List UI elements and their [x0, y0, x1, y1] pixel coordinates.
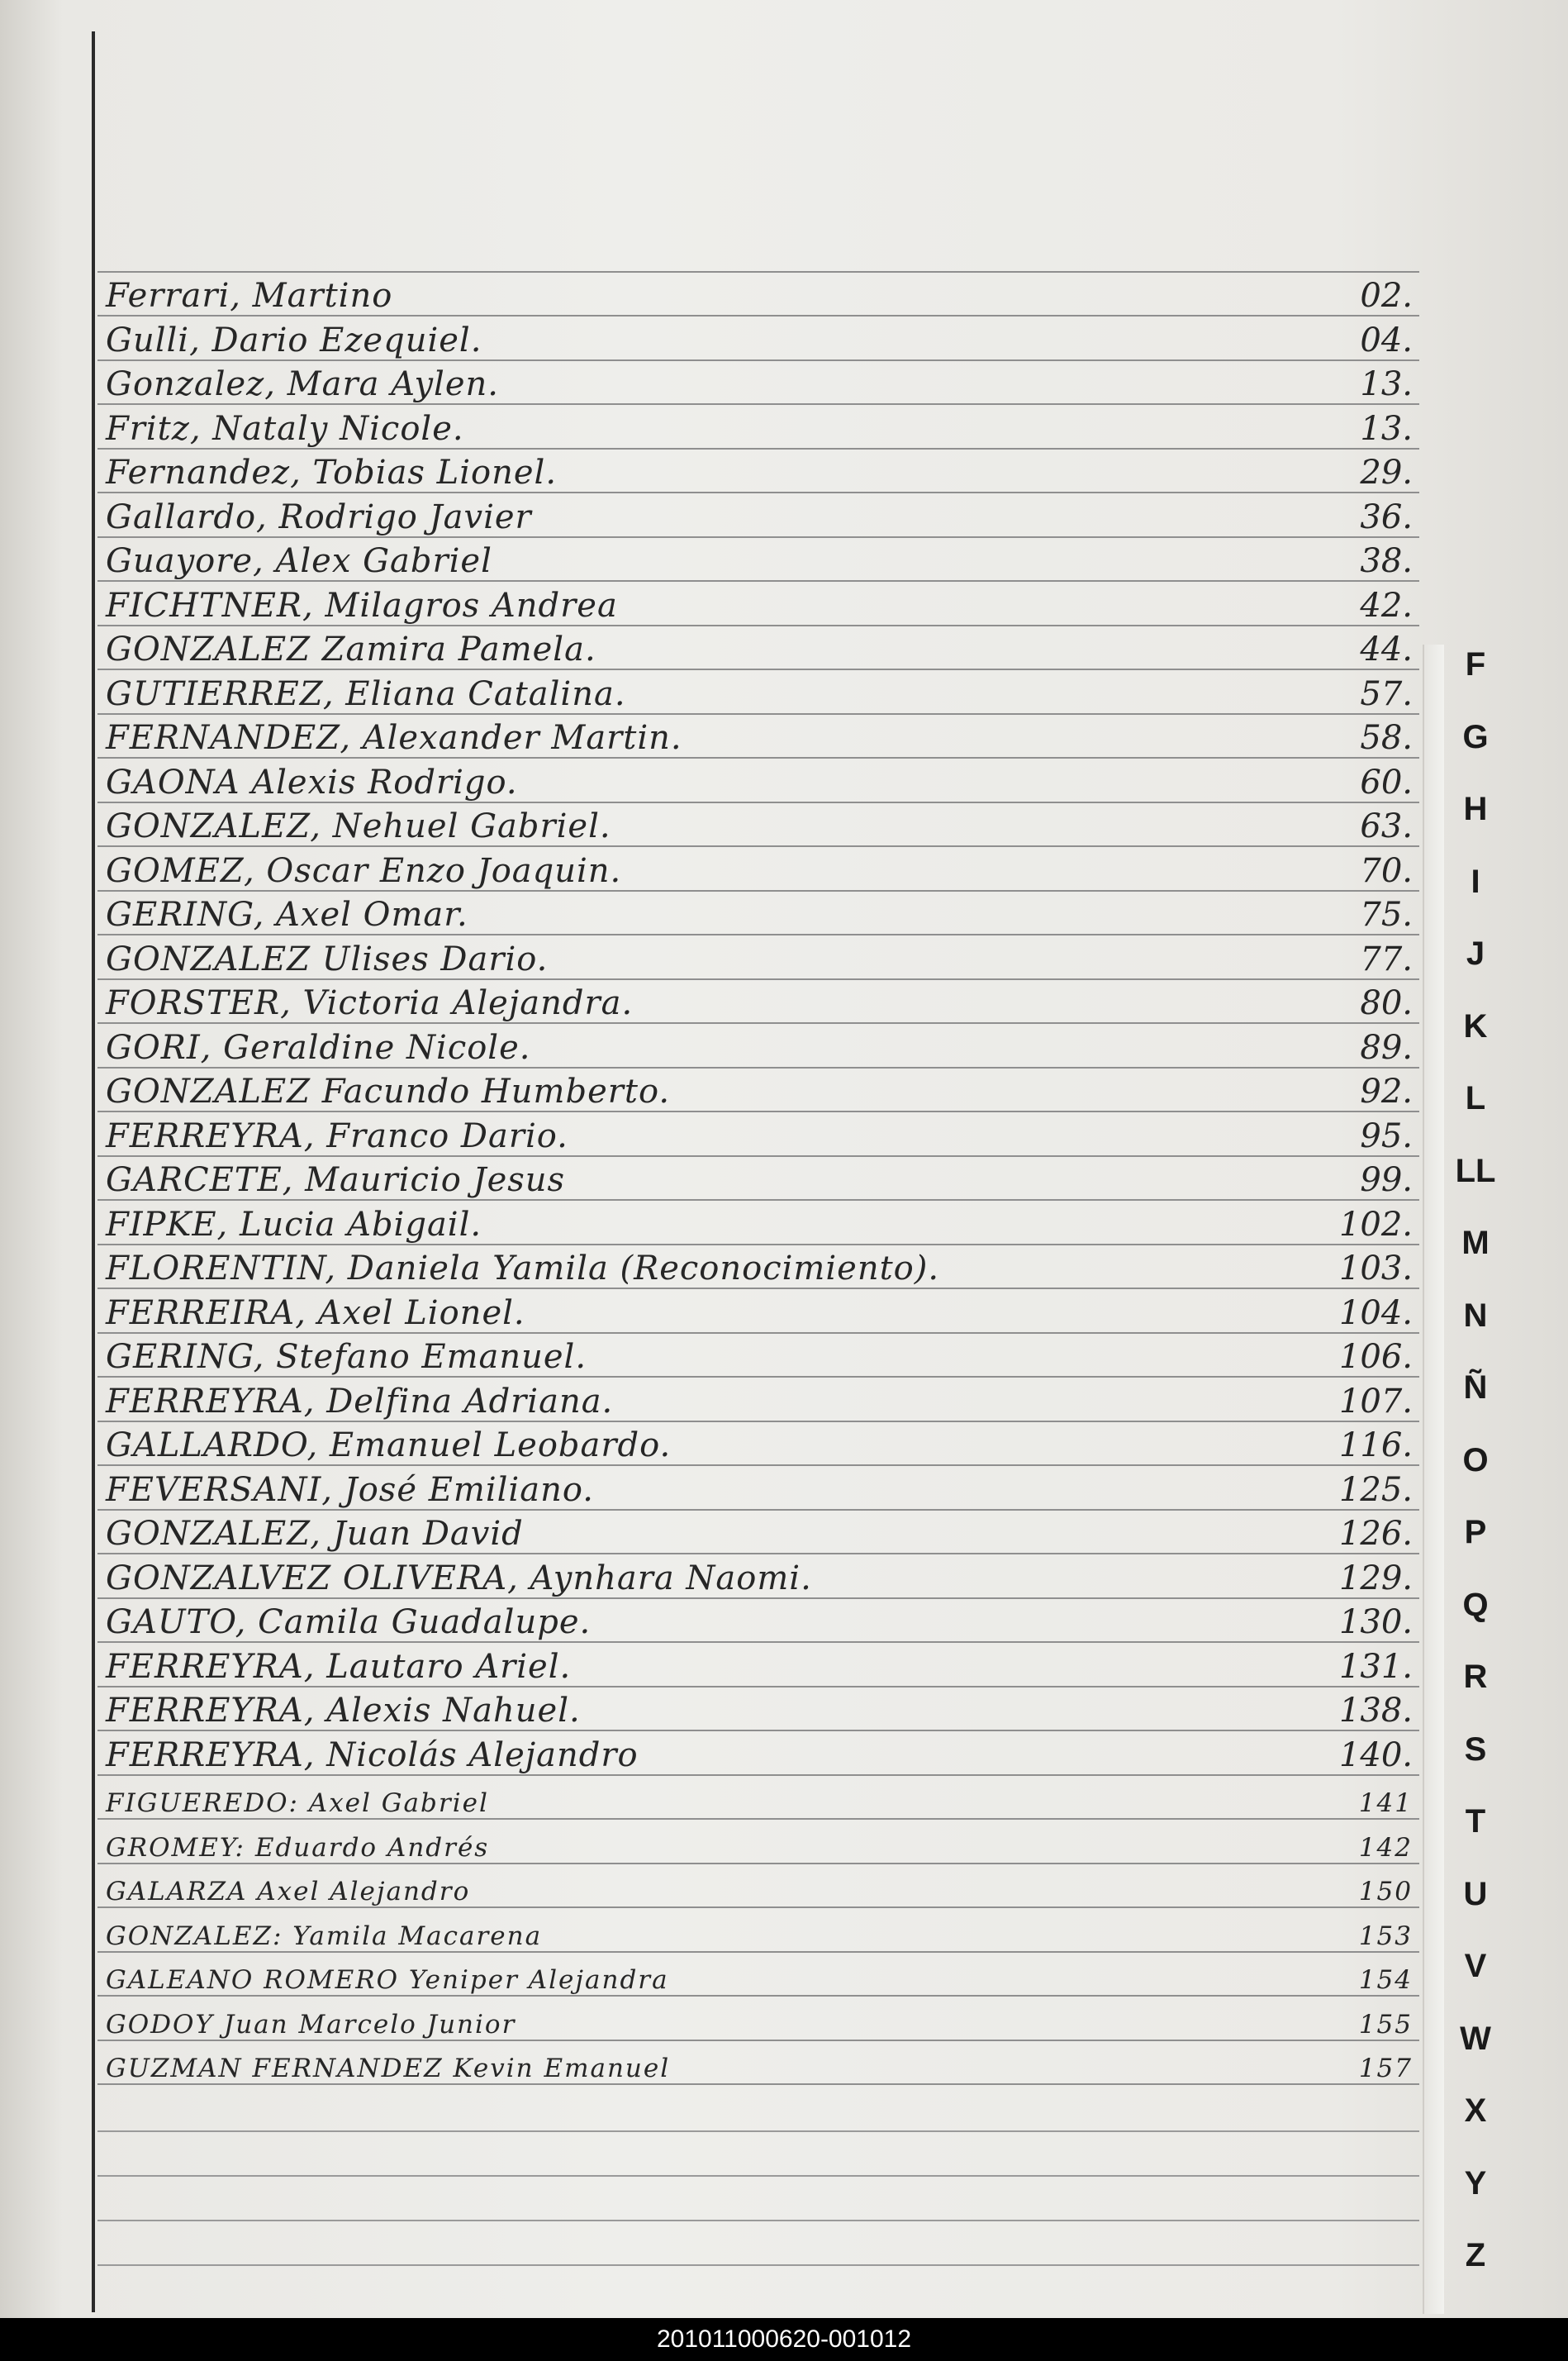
entry-page-number: 13. — [1360, 365, 1413, 403]
entry-page-number: 107. — [1338, 1382, 1413, 1421]
entry-name: FERREYRA, Nicolás Alejandro — [106, 1735, 639, 1774]
entry-page-number: 29. — [1360, 454, 1413, 492]
entry-page-number: 63. — [1360, 807, 1413, 845]
ledger-entry — [97, 626, 1419, 670]
ledger-entry — [97, 759, 1419, 803]
index-tab-letter[interactable]: G — [1462, 718, 1489, 755]
entry-name: GERING, Stefano Emanuel. — [106, 1338, 587, 1376]
index-tab-letter[interactable]: R — [1463, 1659, 1488, 1695]
ledger-entry — [97, 1644, 1419, 1687]
entry-name: FEVERSANI, José Emiliano. — [106, 1470, 594, 1509]
ledger-entry — [97, 1997, 1419, 2041]
ledger-entry — [97, 1113, 1419, 1157]
entry-name: GALEANO ROMERO Yeniper Alejandra — [106, 1965, 669, 1995]
ledger-entry — [97, 1378, 1419, 1422]
entry-name: Gallardo, Rodrigo Javier — [106, 497, 532, 536]
index-tab-strip — [1423, 645, 1444, 2314]
rule-line — [97, 2083, 1419, 2085]
entry-name: GONZALEZ Facundo Humberto. — [106, 1073, 671, 1111]
entry-page-number: 38. — [1360, 542, 1413, 580]
ledger-entry — [97, 1202, 1419, 1245]
entry-page-number: 150 — [1358, 1877, 1413, 1906]
entry-page-number: 04. — [1360, 321, 1413, 359]
ledger-entry — [97, 1422, 1419, 1466]
index-tab-letter[interactable]: H — [1463, 791, 1488, 827]
index-tab-letter[interactable]: S — [1464, 1730, 1487, 1768]
index-tab-letter[interactable]: I — [1471, 863, 1480, 900]
entry-page-number: 102. — [1338, 1205, 1413, 1244]
index-tab-letter[interactable]: M — [1461, 1225, 1490, 1261]
entry-name: Guayore, Alex Gabriel — [106, 542, 492, 580]
ledger-entry — [97, 2041, 1419, 2085]
ledger-entry — [97, 892, 1419, 935]
entry-page-number: 129. — [1338, 1559, 1413, 1597]
entry-page-number: 103. — [1338, 1250, 1413, 1288]
entry-name: FERREIRA, Axel Lionel. — [106, 1293, 525, 1332]
entry-name: FERREYRA, Delfina Adriana. — [106, 1382, 614, 1421]
entry-page-number: 130. — [1338, 1603, 1413, 1641]
entry-name: FIGUEREDO: Axel Gabriel — [106, 1788, 489, 1818]
ledger-entry — [97, 273, 1419, 317]
ledger-entry — [97, 1069, 1419, 1112]
blank-rule-line — [97, 2264, 1419, 2266]
entry-name: GALARZA Axel Alejandro — [106, 1877, 471, 1906]
entry-name: GUZMAN FERNANDEZ Kevin Emanuel — [106, 2054, 671, 2083]
index-tab-letter[interactable]: Y — [1464, 2164, 1487, 2202]
entry-page-number: 157 — [1358, 2054, 1413, 2083]
entry-name: GOMEZ, Oscar Enzo Joaquin. — [106, 851, 622, 890]
ledger-entry — [97, 583, 1419, 626]
entry-page-number: 80. — [1360, 984, 1413, 1022]
index-tab-letter[interactable]: Q — [1462, 1586, 1489, 1623]
entry-page-number: 42. — [1360, 586, 1413, 625]
entry-name: Gulli, Dario Ezequiel. — [106, 321, 482, 359]
entry-page-number: 95. — [1360, 1116, 1413, 1155]
entry-page-number: 77. — [1360, 940, 1413, 978]
ledger-entry — [97, 1467, 1419, 1511]
entry-page-number: 126. — [1338, 1515, 1413, 1553]
index-tab-letter[interactable]: X — [1464, 2092, 1487, 2129]
entry-page-number: 58. — [1360, 719, 1413, 757]
ledger-entry — [97, 1953, 1419, 1997]
entry-page-number: 99. — [1360, 1161, 1413, 1199]
entry-name: Gonzalez, Mara Aylen. — [106, 365, 499, 403]
ledger-entry — [97, 1290, 1419, 1334]
entry-name: GONZALEZ Ulises Dario. — [106, 940, 549, 978]
index-tab-letter[interactable]: F — [1465, 646, 1486, 683]
entry-page-number: 131. — [1338, 1647, 1413, 1686]
ledger-entry — [97, 1821, 1419, 1864]
ledger-entry — [97, 1599, 1419, 1643]
entry-name: GONZALEZ, Nehuel Gabriel. — [106, 807, 611, 845]
ledger-entry — [97, 1864, 1419, 1908]
entry-page-number: 106. — [1338, 1338, 1413, 1376]
ledger-entry — [97, 538, 1419, 582]
entry-name: FIPKE, Lucia Abigail. — [106, 1205, 482, 1244]
entry-name: GONZALEZ: Yamila Macarena — [106, 1921, 543, 1951]
entry-page-number: 57. — [1360, 674, 1413, 713]
ledger-entry — [97, 1732, 1419, 1776]
entry-page-number: 92. — [1360, 1073, 1413, 1111]
index-tab-letter[interactable]: J — [1466, 935, 1485, 972]
ledger-entry — [97, 803, 1419, 847]
entry-name: GERING, Axel Omar. — [106, 896, 468, 934]
entry-name: FERREYRA, Franco Dario. — [106, 1116, 568, 1155]
index-tab-letter[interactable]: LL — [1455, 1152, 1496, 1189]
ledger-entry — [97, 1687, 1419, 1731]
index-tab-letter[interactable]: O — [1462, 1441, 1489, 1478]
entry-name: Fernandez, Tobias Lionel. — [106, 454, 558, 492]
entry-page-number: 138. — [1338, 1692, 1413, 1730]
entry-name: GALLARDO, Emanuel Leobardo. — [106, 1426, 672, 1464]
document-id: 201011000620-001012 — [656, 2325, 912, 2353]
entry-name: Fritz, Nataly Nicole. — [106, 409, 464, 448]
ledger-entry — [97, 1511, 1419, 1554]
entry-name: GODOY Juan Marcelo Junior — [106, 2009, 516, 2040]
entry-page-number: 70. — [1360, 851, 1413, 890]
ledger-entry — [97, 1334, 1419, 1378]
entry-page-number: 141 — [1358, 1788, 1413, 1818]
blank-rule-line — [97, 2220, 1419, 2221]
index-tab-letter[interactable]: U — [1463, 1875, 1488, 1912]
entry-name: GARCETE, Mauricio Jesus — [106, 1161, 566, 1199]
index-tab-letter[interactable]: W — [1460, 2020, 1491, 2057]
ledger-entry — [97, 980, 1419, 1024]
ledger-entry — [97, 848, 1419, 892]
ledger-entry — [97, 1776, 1419, 1820]
entry-name: GONZALEZ Zamira Pamela. — [106, 631, 596, 669]
index-tab-letter[interactable]: V — [1464, 1948, 1487, 1984]
entry-page-number: 125. — [1338, 1470, 1413, 1509]
entry-name: GONZALVEZ OLIVERA, Aynhara Naomi. — [106, 1559, 812, 1597]
entry-page-number: 154 — [1358, 1965, 1413, 1995]
entry-page-number: 142 — [1358, 1832, 1413, 1863]
entry-name: GAONA Alexis Rodrigo. — [106, 763, 518, 802]
entry-page-number: 140. — [1338, 1735, 1413, 1774]
ledger-entry — [97, 317, 1419, 361]
entry-page-number: 36. — [1360, 497, 1413, 536]
ledger-entry — [97, 671, 1419, 715]
ledger-entry — [97, 361, 1419, 405]
entry-name: GUTIERREZ, Eliana Catalina. — [106, 674, 626, 713]
footer-bar — [0, 2318, 1568, 2361]
ledger-entry — [97, 936, 1419, 980]
ledger-entry — [97, 1909, 1419, 1953]
blank-rule-line — [97, 2130, 1419, 2132]
entry-name: FLORENTIN, Daniela Yamila (Reconocimiento). — [106, 1250, 940, 1288]
entry-name: GROMEY: Eduardo Andrés — [106, 1832, 490, 1863]
ledger-entry — [97, 450, 1419, 493]
ledger-entry — [97, 406, 1419, 450]
ledger-entry — [97, 1157, 1419, 1201]
index-tab-letter[interactable]: T — [1465, 1803, 1486, 1840]
ledger-entry — [97, 1555, 1419, 1599]
ledger-entry — [97, 494, 1419, 538]
ledger-entry — [97, 715, 1419, 759]
entry-page-number: 153 — [1358, 1921, 1413, 1951]
index-tab-letter[interactable]: K — [1463, 1007, 1488, 1045]
entry-page-number: 89. — [1360, 1028, 1413, 1067]
index-tab-letter[interactable]: Ñ — [1463, 1369, 1488, 1406]
entry-page-number: 44. — [1360, 631, 1413, 669]
index-tab-letter[interactable]: N — [1463, 1297, 1488, 1334]
entry-page-number: 116. — [1338, 1426, 1413, 1464]
margin-line — [92, 31, 95, 2312]
ledger-entry — [97, 1245, 1419, 1289]
blank-rule-line — [97, 2175, 1419, 2177]
entry-page-number: 60. — [1360, 763, 1413, 802]
entry-name: FERREYRA, Lautaro Ariel. — [106, 1647, 572, 1686]
entry-name: Ferrari, Martino — [106, 277, 393, 315]
entry-page-number: 104. — [1338, 1293, 1413, 1332]
entry-name: FORSTER, Victoria Alejandra. — [106, 984, 634, 1022]
entry-name: FICHTNER, Milagros Andrea — [106, 586, 618, 625]
entry-name: GAUTO, Camila Guadalupe. — [106, 1603, 592, 1641]
entry-page-number: 155 — [1358, 2009, 1413, 2040]
index-tab-letter[interactable]: Z — [1465, 2237, 1486, 2273]
ledger-entry — [97, 1025, 1419, 1069]
entry-page-number: 75. — [1360, 896, 1413, 934]
index-tab-letter[interactable]: L — [1465, 1080, 1486, 1116]
entry-name: GORI, Geraldine Nicole. — [106, 1028, 531, 1067]
entry-page-number: 13. — [1360, 409, 1413, 448]
entry-name: GONZALEZ, Juan David — [106, 1515, 524, 1553]
entry-name: FERNANDEZ, Alexander Martin. — [106, 719, 682, 757]
entry-name: FERREYRA, Alexis Nahuel. — [106, 1692, 581, 1730]
index-tab-letter[interactable]: P — [1464, 1514, 1487, 1550]
entry-page-number: 02. — [1360, 277, 1413, 315]
